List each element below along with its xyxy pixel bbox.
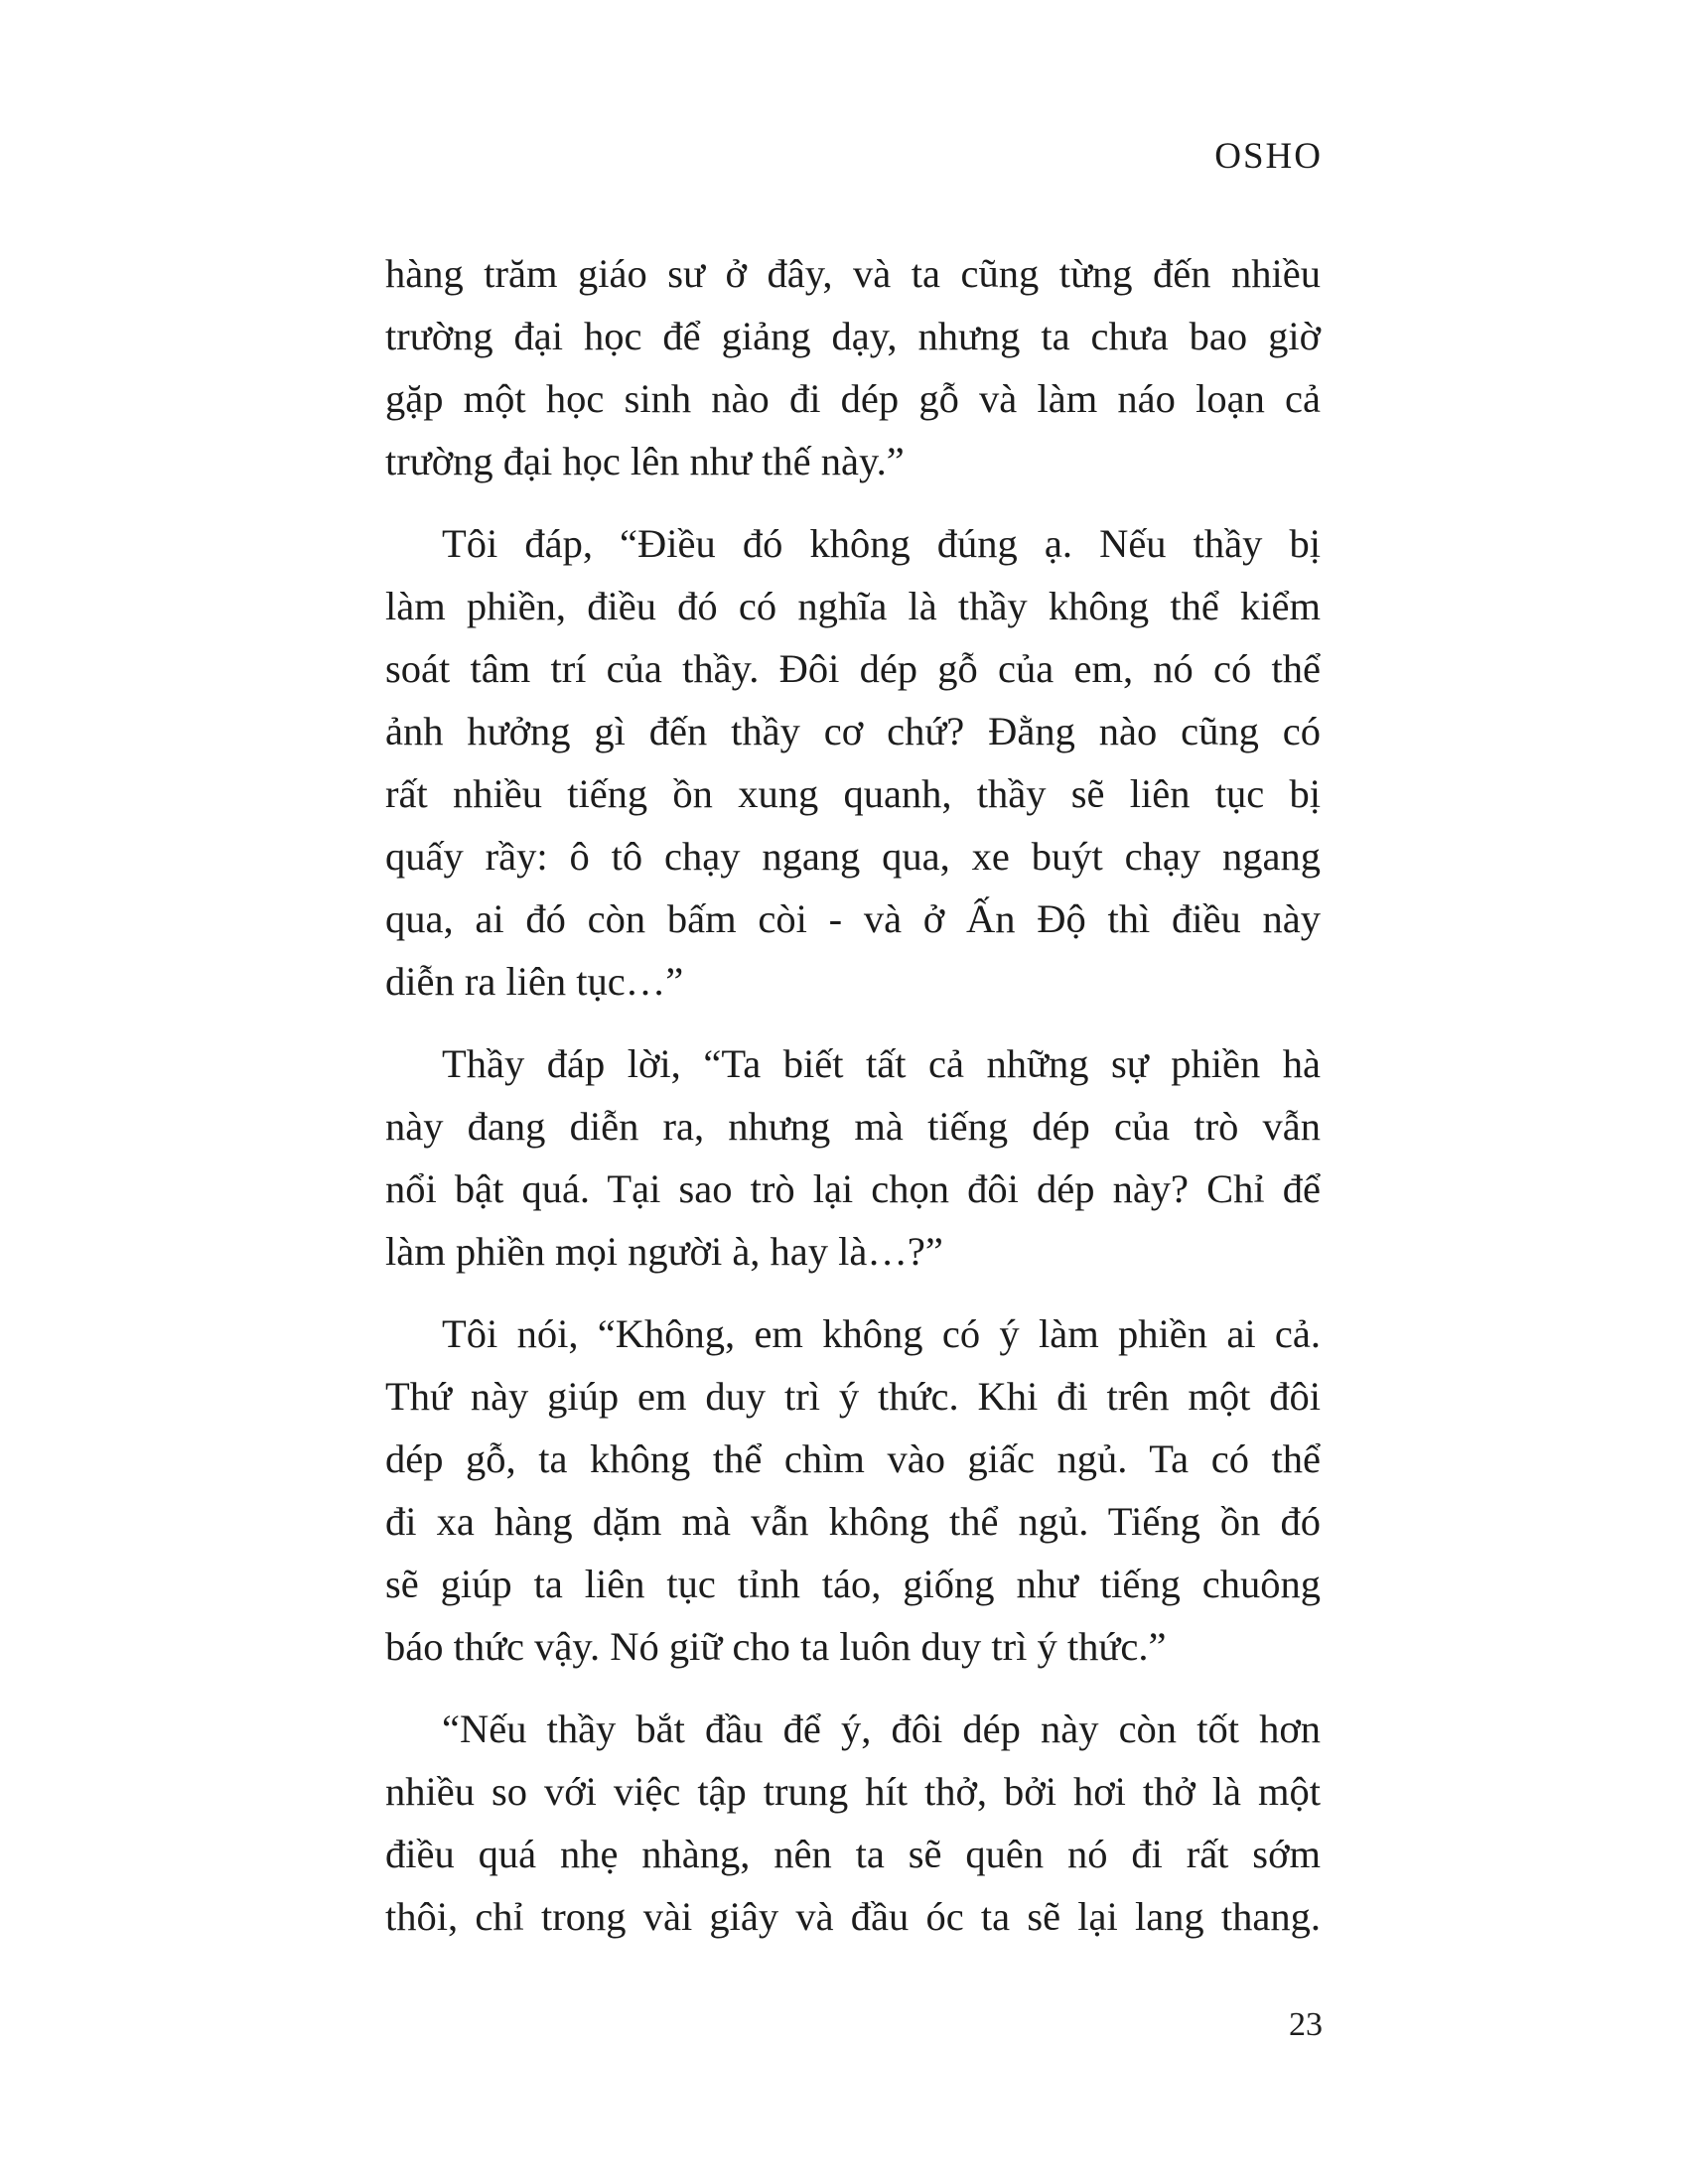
text-line: báo thức vậy. Nó giữ cho ta luôn duy trì ý thức.” <box>385 1624 1167 1669</box>
text-line: làm phiền, điều đó có nghĩa là thầy không thể kiểm <box>385 584 1321 628</box>
text-line: Tôi nói, “Không, em không có ý làm phiền ai cả. <box>442 1311 1321 1356</box>
paragraph-3 <box>385 1032 1321 1283</box>
text-line: rất nhiều tiếng ồn xung quanh, thầy sẽ liên tục bị <box>385 771 1321 816</box>
text-line: trường đại học lên như thế này.” <box>385 439 905 483</box>
text-line: Thứ này giúp em duy trì ý thức. Khi đi trên một đôi <box>385 1374 1321 1419</box>
text-line: nhiều so với việc tập trung hít thở, bởi hơi thở là một <box>385 1769 1321 1814</box>
text-line: soát tâm trí của thầy. Đôi dép gỗ của em, nó có thể <box>385 646 1321 691</box>
paragraph-5 <box>385 1698 1321 1948</box>
text-line: thôi, chỉ trong vài giây và đầu óc ta sẽ lại lang thang. <box>385 1894 1321 1939</box>
text-line: điều quá nhẹ nhàng, nên ta sẽ quên nó đi rất sớm <box>385 1832 1321 1876</box>
text-line: gặp một học sinh nào đi dép gỗ và làm náo loạn cả <box>385 376 1321 421</box>
running-header-author: OSHO <box>1214 136 1323 177</box>
text-line: diễn ra liên tục…” <box>385 959 684 1004</box>
text-line: hàng trăm giáo sư ở đây, và ta cũng từng đến nhiều <box>385 251 1321 296</box>
text-line: sẽ giúp ta liên tục tỉnh táo, giống như tiếng chuông <box>385 1562 1321 1606</box>
text-line: trường đại học để giảng dạy, nhưng ta chưa bao giờ <box>385 314 1321 358</box>
text-line: qua, ai đó còn bấm còi - và ở Ấn Độ thì điều này <box>385 896 1321 941</box>
text-line: quấy rầy: ô tô chạy ngang qua, xe buýt chạy ngang <box>385 834 1321 879</box>
text-line: nổi bật quá. Tại sao trò lại chọn đôi dép này? Chỉ để <box>385 1166 1321 1211</box>
text-line: Thầy đáp lời, “Ta biết tất cả những sự phiền hà <box>442 1041 1321 1086</box>
paragraph-1 <box>385 242 1321 492</box>
body-text <box>385 242 1321 1968</box>
paragraph-4 <box>385 1302 1321 1678</box>
text-line: “Nếu thầy bắt đầu để ý, đôi dép này còn tốt hơn <box>442 1706 1321 1751</box>
text-line: dép gỗ, ta không thể chìm vào giấc ngủ. Ta có thể <box>385 1436 1321 1481</box>
text-line: ảnh hưởng gì đến thầy cơ chứ? Đằng nào cũng có <box>385 709 1321 753</box>
paragraph-2 <box>385 512 1321 1013</box>
text-line: làm phiền mọi người à, hay là…?” <box>385 1229 943 1274</box>
text-line: này đang diễn ra, nhưng mà tiếng dép của trò vẫn <box>385 1104 1321 1149</box>
text-line: đi xa hàng dặm mà vẫn không thể ngủ. Tiếng ồn đó <box>385 1499 1321 1544</box>
page-number: 23 <box>1289 2006 1323 2043</box>
text-line: Tôi đáp, “Điều đó không đúng ạ. Nếu thầy bị <box>442 521 1321 566</box>
